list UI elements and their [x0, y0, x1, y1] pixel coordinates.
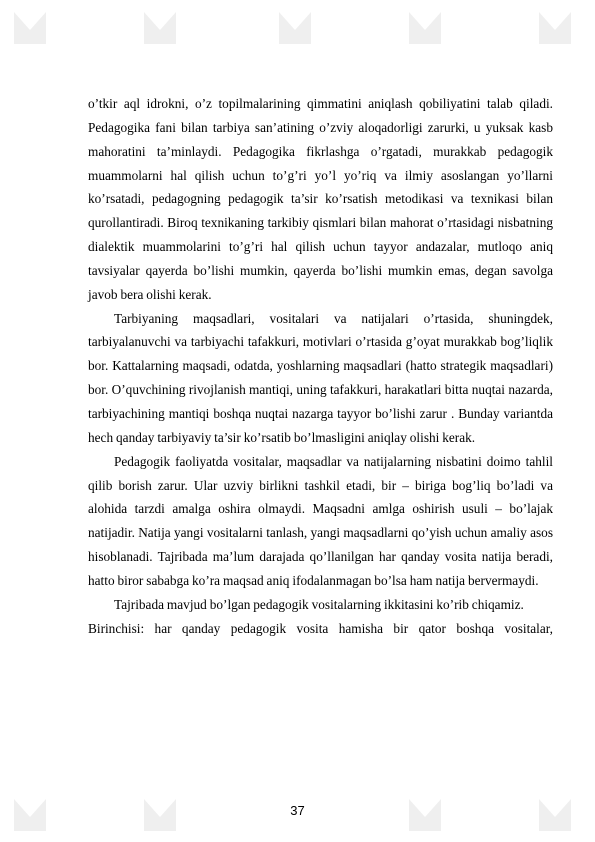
- paragraph: o’tkir aql idrokni, o’z topilmalarining qimmatini aniqlash qobiliyatini talab qiladi. Pedagogika fani bilan tarbiya san’atining o’zviy aloqadorligi zarurki, u yuksak kasb mahoratini ta’minlaydi. Pedagogika fikrlashga o’rgatadi, murakkab pedagogik muammolarni hal qilish uchun to’g’ri yo’l yo’riq va ilmiy asoslangan yo’llarni ko’rsatadi, pedagogning pedagogik ta’sir ko’rsatish metodikasi va texnikasi bilan qurollantiradi. Biroq texnikaning tarkibiy qismlari bilan mahorat o’rtasidagi nisbatning dialektik muammolarini to’g’ri hal qilish uchun tayyor andazalar, mutloqo aniq tavsiyalar qayerda bo’lishi mumkin, qayerda bo’lishi mumkin emas, degan savolga javob bera olishi kerak.: [88, 96, 553, 302]
- page-body: [88, 92, 553, 640]
- watermark-icon: [405, 8, 445, 48]
- paragraph: Tarbiyaning maqsadlari, vositalari va natijalari o’rtasida, shuningdek, tarbiyalanuvchi va tarbiyachi tafakkuri, motivlari o’rtasida g’oyat murakkab bog’liqlik bor. Kattalarning maqsadi, odatda, yoshlarning maqsadlari (hatto strategik maqsadlari) bor. O’quvchining rivojlanish mantiqi, uning tafakkuri, harakatlari bitta nuqtai nazarda, tarbiyachining mantiqi boshqa nuqtai nazarga tayyor bo’lishi zarur . Bunday variantda hech qanday tarbiyaviy ta’sir ko’rsatib bo’lmasligini aniqlay olishi kerak.: [88, 310, 553, 445]
- watermark-icon: [275, 8, 315, 48]
- paragraph: Pedagogik faoliyatda vositalar, maqsadlar va natijalarning nisbatini doimo tahlil qilib borish zarur. Ular uzviy birlikni tashkil etadi, bir – biriga bog’liq bo’ladi va alohida tarzdi amalga oshira olmaydi. Maqsadni amlga oshirish usuli – bo’lajak natijadir. Natija yangi vositalarni tanlash, yangi maqsadlarni qo’yish uchun amaliy asos hisoblanadi. Tajribada ma’lum darajada qo’llanilgan har qanday vosita natija beradi, hatto biror sababga ko’ra maqsad aniq ifodalanmagan bo’lsa ham natija bervermaydi.: [88, 453, 553, 588]
- page-number: 37: [290, 803, 305, 818]
- watermark-icon: [140, 8, 180, 48]
- paragraph: Tajribada mavjud bo’lgan pedagogik vositalarning ikkitasini ko’rib chiqamiz.: [114, 596, 524, 612]
- watermark-icon: [535, 8, 575, 48]
- watermark-icon: [10, 8, 50, 48]
- paragraph: Birinchisi: har qanday pedagogik vosita hamisha bir qator boshqa vositalar,: [88, 620, 553, 636]
